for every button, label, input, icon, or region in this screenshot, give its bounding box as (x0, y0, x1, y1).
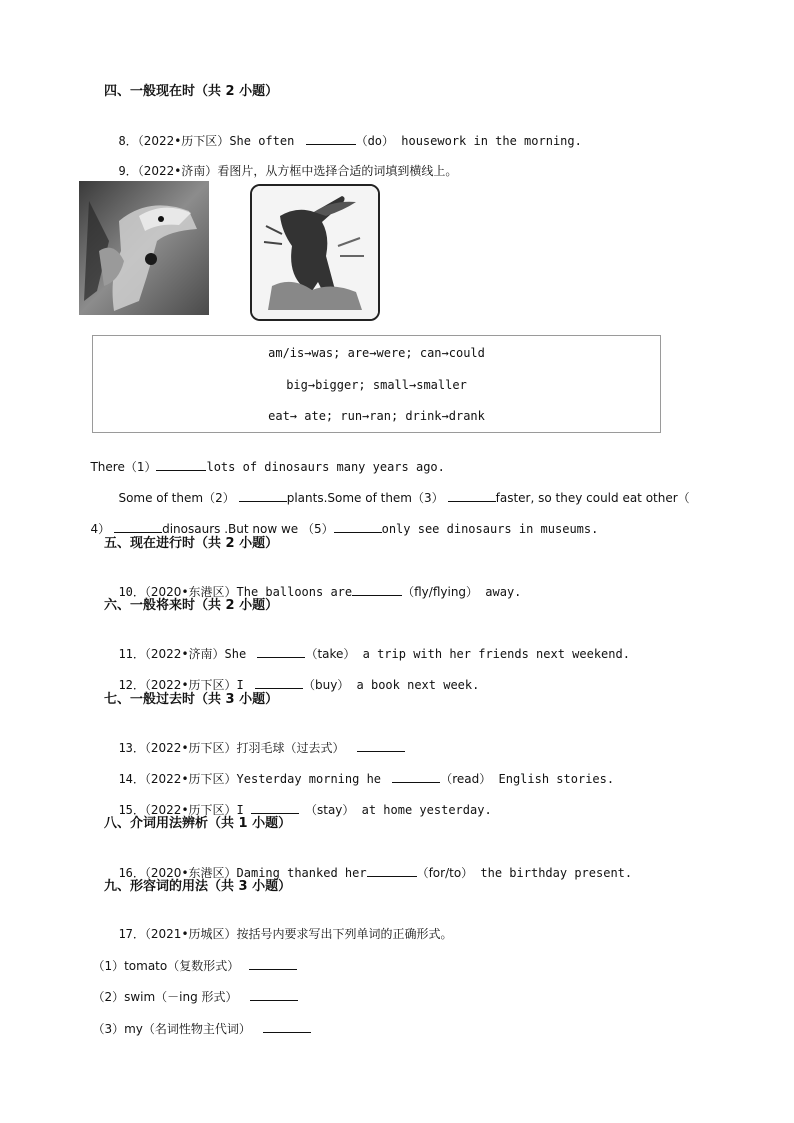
dinosaur-photo-1 (79, 181, 209, 315)
question-number: 16． (118, 866, 145, 880)
dinosaur-drawing-2 (250, 184, 380, 321)
answer-blank[interactable] (257, 645, 305, 658)
question-12 (104, 660, 479, 693)
question-15 (104, 785, 492, 818)
question-number: 17． (118, 927, 145, 941)
answer-blank[interactable] (255, 676, 303, 689)
section-heading-present-continuous: 五、现在进行时（共 2 小题） (104, 536, 279, 551)
answer-blank[interactable] (367, 864, 417, 877)
question-number: 15． (118, 803, 145, 817)
question-source: （2022•济南） (137, 164, 218, 178)
question-hint: （buy） (302, 678, 350, 692)
question-source: （2020•东港区） (144, 585, 237, 599)
question-number: 10． (118, 585, 145, 599)
question-source: （2022•历下区） (137, 134, 230, 148)
question-text: Yesterday morning he (236, 772, 389, 786)
question-hint: （stay） (304, 803, 355, 817)
answer-blank[interactable] (306, 132, 356, 145)
question-number: 13． (118, 741, 145, 755)
answer-blank[interactable] (263, 1020, 311, 1033)
question-16 (104, 848, 632, 881)
question-text: She (224, 647, 254, 661)
question-text-end: housework in the morning. (394, 134, 582, 148)
answer-blank[interactable] (392, 770, 440, 783)
question-source: （2022•历下区） (144, 678, 237, 692)
question-number: 8． (118, 134, 138, 148)
passage-line-1 (76, 442, 445, 475)
passage-text: There（1） (90, 460, 157, 474)
passage-text: Some of them（2） (118, 491, 235, 505)
question-source: （2022•济南） (144, 647, 225, 661)
question-number: 11． (118, 647, 145, 661)
passage-text: lots of dinosaurs many years ago. (206, 460, 445, 474)
question-text: The balloons are (236, 585, 353, 599)
answer-blank-1[interactable] (156, 458, 206, 471)
question-11 (104, 629, 630, 662)
question-17-item-1 (78, 941, 297, 974)
word-box-row-2: big→bigger; small→smaller (286, 378, 467, 392)
question-17 (104, 910, 453, 942)
question-hint: （read） (440, 772, 492, 786)
question-number: 14． (118, 772, 145, 786)
question-text-end: the birthday present. (473, 866, 633, 880)
question-text: 打羽毛球（过去式） (236, 741, 345, 755)
question-17-item-2 (78, 972, 298, 1005)
item-text: （3）my（名词性物主代词） (92, 1022, 251, 1036)
question-text-end: at home yesterday. (354, 803, 492, 817)
passage-text: 4） (90, 522, 111, 536)
word-box-row-1: am/is→was; are→were; can→could (268, 346, 485, 360)
passage-text: dinosaurs .But now we （5） (162, 522, 334, 536)
answer-blank-3[interactable] (448, 489, 496, 502)
answer-blank[interactable] (250, 988, 298, 1001)
answer-blank-2[interactable] (239, 489, 287, 502)
answer-blank[interactable] (251, 801, 299, 814)
passage-text: plants.Some of them（3） (286, 491, 444, 505)
question-text-end: away. (478, 585, 522, 599)
question-text: Daming thanked her (236, 866, 367, 880)
passage-line-2 (104, 473, 690, 506)
question-8 (104, 116, 582, 149)
question-hint: （do） (355, 134, 395, 148)
section-heading-adjectives: 九、形容词的用法（共 3 小题） (104, 879, 292, 894)
question-text-end: a book next week. (349, 678, 480, 692)
item-text: （2）swim（－ing 形式） (92, 990, 238, 1004)
question-14 (104, 754, 614, 787)
question-13 (104, 723, 405, 756)
question-text: I (236, 803, 251, 817)
passage-line-3 (76, 504, 598, 537)
answer-blank-4[interactable] (114, 520, 162, 533)
question-source: （2020•东港区） (144, 866, 237, 880)
question-source: （2021•历城区） (144, 927, 237, 941)
question-source: （2022•历下区） (144, 741, 237, 755)
passage-text: only see dinosaurs in museums. (381, 522, 599, 536)
section-heading-present-simple: 四、一般现在时（共 2 小题） (104, 84, 279, 99)
question-text: I (236, 678, 251, 692)
section-heading-prepositions: 八、介词用法辨析（共 1 小题） (104, 816, 292, 831)
question-10 (104, 567, 521, 600)
word-box-row-3: eat→ ate; run→ran; drink→drank (268, 409, 485, 423)
answer-blank[interactable] (352, 583, 402, 596)
question-number: 9． (118, 164, 138, 178)
question-text-end: English stories. (491, 772, 615, 786)
question-number: 12． (118, 678, 145, 692)
question-17-item-3 (78, 1004, 311, 1037)
question-9 (104, 147, 457, 179)
answer-blank[interactable] (357, 739, 405, 752)
word-box (92, 335, 661, 433)
question-source: （2022•历下区） (144, 803, 237, 817)
question-prompt: 按括号内要求写出下列单词的正确形式。 (236, 927, 453, 941)
question-text: She often (229, 134, 302, 148)
question-hint: （take） (305, 647, 356, 661)
item-text: （1）tomato（复数形式） (92, 959, 240, 973)
question-source: （2022•历下区） (144, 772, 237, 786)
answer-blank[interactable] (249, 957, 297, 970)
question-hint: （fly/flying） (402, 585, 479, 599)
section-heading-past-simple: 七、一般过去时（共 3 小题） (104, 692, 279, 707)
answer-blank-5[interactable] (334, 520, 382, 533)
passage-text: faster, so they could eat other（ (495, 491, 690, 505)
question-prompt: 看图片，从方框中选择合适的词填到横线上。 (217, 164, 458, 178)
section-heading-future-simple: 六、一般将来时（共 2 小题） (104, 598, 279, 613)
question-hint: （for/to） (416, 866, 474, 880)
question-text-end: a trip with her friends next weekend. (355, 647, 630, 661)
